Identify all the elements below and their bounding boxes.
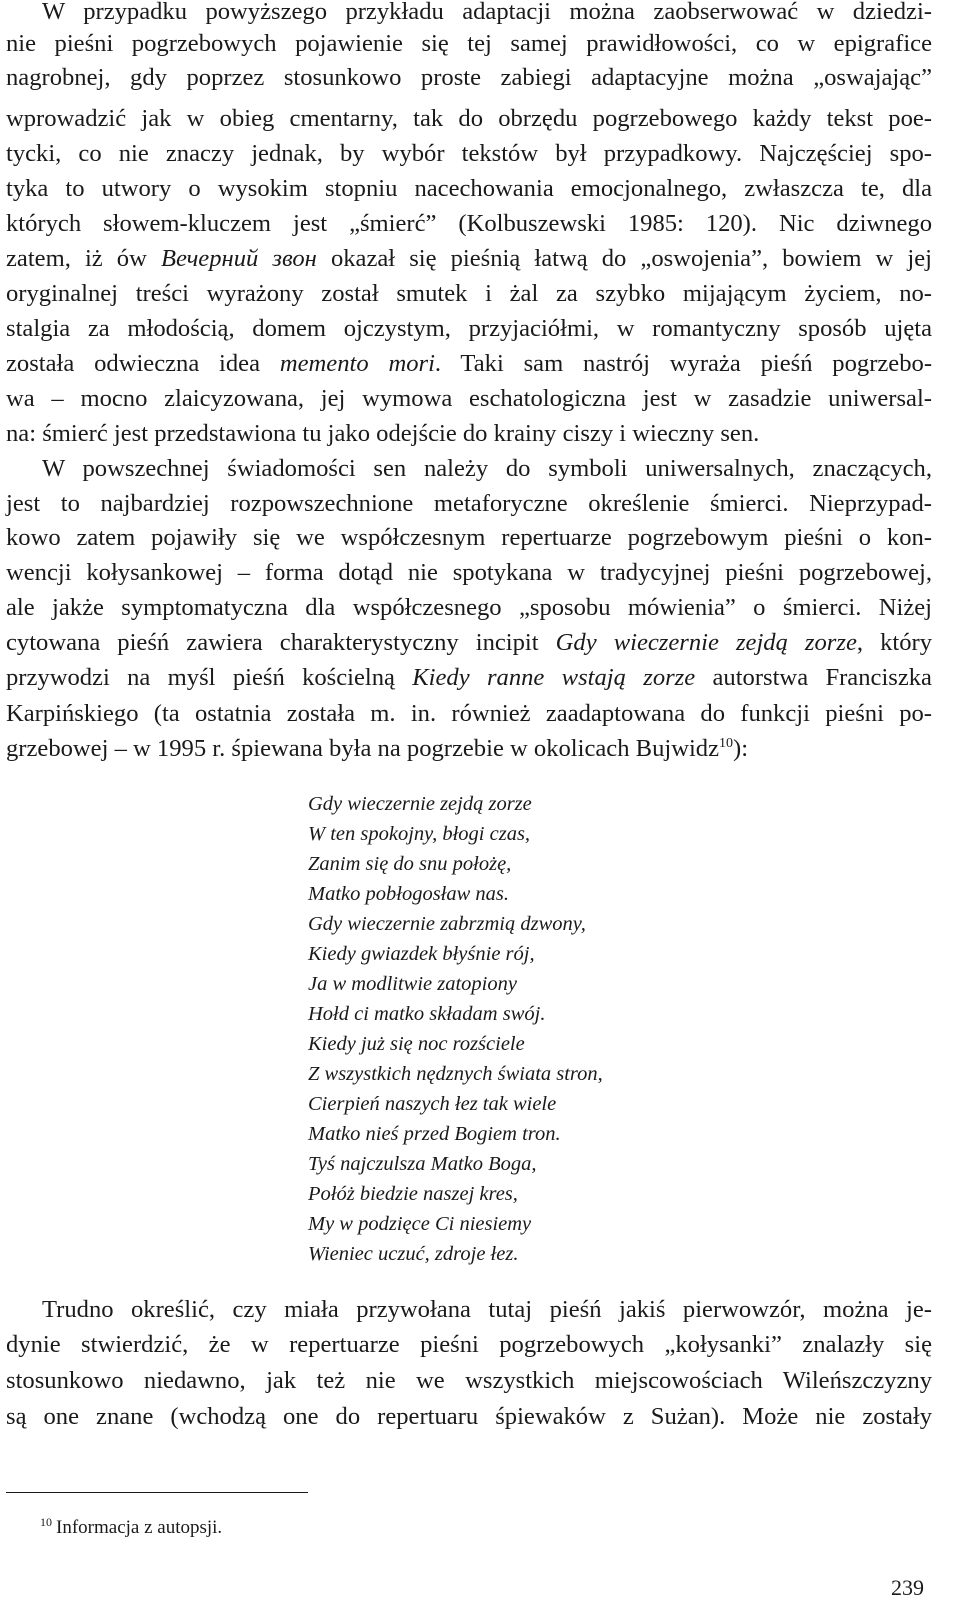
paragraph-2-line-8: Karpińskiego (ta ostatnia została m. in. również zaadaptowana do funkcji pieśni po-	[6, 700, 932, 727]
verse-line: Tyś najczulsza Matko Boga,	[308, 1153, 537, 1175]
verse-line: Połóż biedzie naszej kres,	[308, 1183, 518, 1205]
paragraph-1-line-7: których słowem-kluczem jest „śmierć” (Kolbuszewski 1985: 120). Nic dziwnego	[6, 210, 932, 237]
verse-line: Gdy wieczernie zejdą zorze	[308, 793, 532, 815]
paragraph-2-line-1: W powszechnej świadomości sen należy do symboli uniwersalnych, znaczących,	[42, 455, 932, 482]
verse-line: Cierpień naszych łez tak wiele	[308, 1093, 557, 1115]
incipit-title: Gdy wieczernie zejdą zorze	[555, 629, 857, 656]
text-span: , który	[856, 629, 932, 656]
text-span: cytowana pieśń zawiera charakterystyczny incipit	[6, 629, 556, 656]
paragraph-2-line-6	[6, 628, 932, 658]
verse-line: W ten spokojny, błogi czas,	[308, 823, 531, 845]
page-number: 239	[891, 1575, 924, 1600]
paragraph-2-line-9	[6, 734, 932, 764]
paragraph-1-line-6: tyka to utwory o wysokim stopniu nacechowania emocjonalnego, zwłaszcza te, dla	[6, 175, 932, 202]
paragraph-2-line-7	[6, 663, 932, 693]
song-title-russian: Вечерний звон	[160, 245, 317, 272]
verse-line: Zanim się do snu położę,	[308, 853, 512, 875]
text-span: zatem, iż ów	[6, 245, 161, 272]
verse-line: My w podzięce Ci niesiemy	[308, 1213, 532, 1235]
footnote-reference[interactable]: 10	[719, 736, 734, 751]
verse-line: Matko pobłogosław nas.	[308, 883, 510, 905]
footnote-separator	[6, 1492, 308, 1493]
verse-line: Matko nieś przed Bogiem tron.	[308, 1123, 561, 1145]
paragraph-1-line-4: wprowadzić jak w obieg cmentarny, tak do obrzędu pogrzebowego każdy tekst poe-	[6, 105, 932, 132]
paragraph-1-line-8	[6, 244, 932, 274]
verse-line: Kiedy gwiazdek błyśnie rój,	[308, 943, 535, 965]
text-span: przywodzi na myśl pieśń kościelną	[6, 664, 413, 691]
paragraph-3-line-2: dynie stwierdzić, że w repertuarze pieśni pogrzebowych „kołysanki” znalazły się	[6, 1331, 932, 1358]
paragraph-1-line-5: tycki, co nie znaczy jednak, by wybór tekstów był przypadkowy. Najczęściej spo-	[6, 140, 932, 167]
text-span: została odwieczna idea	[6, 350, 280, 377]
text-span: ):	[733, 735, 749, 762]
footnote	[40, 1510, 222, 1540]
paragraph-1-line-13: na: śmierć jest przedstawiona tu jako odejście do krainy ciszy i wieczny sen.	[6, 420, 760, 447]
paragraph-1-line-10: stalgia za młodością, domem ojczystym, przyjaciółmi, w romantyczny sposób ujęta	[6, 315, 932, 342]
paragraph-1-line-2: nie pieśni pogrzebowych pojawienie się tej samej prawidłowości, co w epigrafice	[6, 30, 932, 57]
verse-line: Z wszystkich nędznych świata stron,	[308, 1063, 603, 1085]
paragraph-1-line-9: oryginalnej treści wyrażony został smutek i żal za szybko mijającym życiem, no-	[6, 280, 932, 307]
paragraph-2-line-4: wencji kołysankowej – forma dotąd nie spotykana w tradycyjnej pieśni pogrzebowej,	[6, 559, 932, 586]
text-span: autorstwa Franciszka	[695, 664, 932, 691]
paragraph-2-line-2: jest to najbardziej rozpowszechnione metaforyczne określenie śmierci. Nieprzypad-	[6, 490, 932, 517]
latin-phrase: memento mori	[279, 350, 435, 377]
paragraph-1-line-1: W przypadku powyższego przykładu adaptacji można zaobserwować w dziedzi-	[42, 0, 932, 25]
verse-line: Wieniec uczuć, zdroje łez.	[308, 1243, 519, 1265]
paragraph-1-line-11	[6, 349, 932, 379]
footnote-text: Informacja z autopsji.	[56, 1517, 223, 1538]
verse-line: Gdy wieczernie zabrzmią dzwony,	[308, 913, 586, 935]
verse-line: Kiedy już się noc rozściele	[308, 1033, 525, 1055]
text-span: grzebowej – w 1995 r. śpiewana była na pogrzebie w okolicach Bujwidz	[6, 735, 720, 762]
paragraph-1-line-3: nagrobnej, gdy poprzez stosunkowo proste zabiegi adaptacyjne można „oswajając”	[6, 64, 932, 91]
verse-line: Hołd ci matko składam swój.	[308, 1003, 546, 1025]
hymn-title: Kiedy ranne wstają zorze	[412, 664, 696, 691]
paragraph-3-line-4: są one znane (wchodzą one do repertuaru śpiewaków z Sużan). Może nie zostały	[6, 1403, 932, 1430]
text-span: . Taki sam nastrój wyraża pieśń pogrzebo-	[434, 350, 933, 377]
paragraph-3-line-1: Trudno określić, czy miała przywołana tutaj pieśń jakiś pierwowzór, można je-	[42, 1296, 932, 1323]
paragraph-2-line-3: kowo zatem pojawiły się we współczesnym repertuarze pogrzebowym pieśni o kon-	[6, 524, 932, 551]
text-span: okazał się pieśnią łatwą do „oswojenia”, bowiem w jej	[316, 245, 932, 272]
paragraph-2-line-5: ale jakże symptomatyczna dla współczesnego „sposobu mówienia” o śmierci. Niżej	[6, 594, 932, 621]
paragraph-1-line-12: wa – mocno zlaicyzowana, jej wymowa eschatologiczna jest w zasadzie uniwersal-	[6, 385, 932, 412]
paragraph-3-line-3: stosunkowo niedawno, jak też nie we wszystkich miejscowościach Wileńszczyzny	[6, 1367, 932, 1394]
verse-line: Ja w modlitwie zatopiony	[308, 973, 517, 995]
footnote-number: 10	[40, 1515, 52, 1529]
